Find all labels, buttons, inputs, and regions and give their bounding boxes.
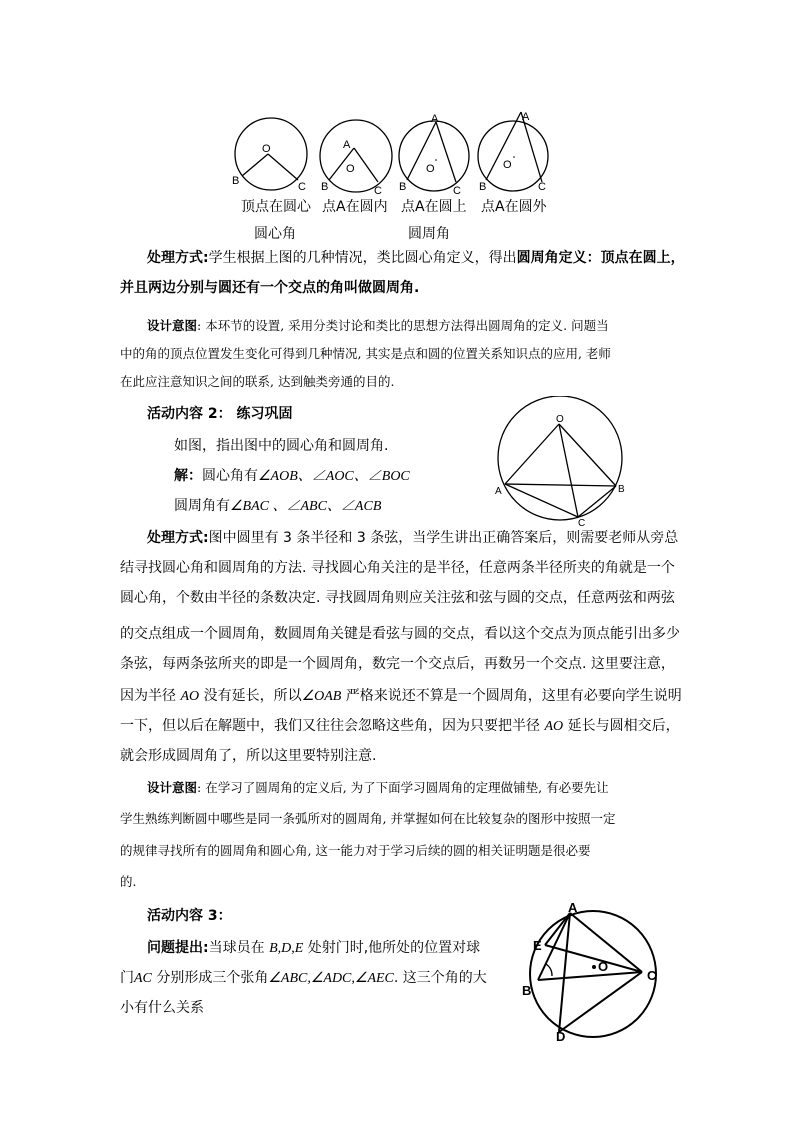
fig1-c4-center: O (503, 159, 512, 171)
figure-angle-types (228, 110, 568, 198)
para1-line2: 并且两边分别与圆还有一个交点的角叫做圆周角. (120, 280, 420, 296)
para2-line5: 条弦，每两条弦所夹的即是一个圆周角，数完一个交点后，再数另一个交点. 这里要注意， (120, 656, 675, 672)
answer2-math: ∠BAC 、∠ABC、∠ACB (230, 499, 382, 514)
design2-line1 (147, 780, 609, 795)
para2-l7a: 一下，但以后在解题中，我们又往往会忽略这些角，因为只要把半径 (120, 718, 545, 734)
para1-text: 学生根据上图的几种情况，类比圆心角定义，得出 (208, 250, 517, 266)
fig3-d: D (556, 1029, 566, 1042)
para2-line4: 的交点组成一个圆周角，数圆周角关键是看弦与圆的交点，看以这个交点为顶点能引出多少 (120, 626, 680, 642)
design2-line4: 的. (120, 874, 137, 889)
group-label-inscribed: 圆周角 (408, 226, 450, 242)
para2-line6 (120, 688, 682, 705)
para2-l1: 图中圆里有 3 条半径和 3 条弦，当学生讲出正确答案后，则需要老师从旁总 (208, 530, 679, 546)
design1-line3: 在此应注意知识之间的联系, 达到触类旁通的目的. (120, 374, 395, 389)
design2-line2: 学生熟练判断圆中哪些是同一条弧所对的圆周角, 并掌握如何在比较复杂的图形中按照一定 (120, 811, 616, 826)
fig2-b: B (618, 484, 625, 495)
design2-label: 设计意图 (147, 780, 198, 795)
para2-line3: 圆心角，个数由半径的条数决定. 寻找圆周角则应关注弦和弦与圆的交点，任意两弦和两弦 (120, 590, 675, 606)
activity3-line2 (120, 970, 487, 987)
fig3-c: C (647, 968, 657, 983)
activity2-answer1 (174, 468, 410, 485)
para2-l7m: AO (544, 719, 564, 734)
activity2-question: 如图，指出图中的圆心角和圆周角. (174, 438, 389, 454)
activity3-line3: 小有什么关系 (120, 1000, 204, 1016)
design1-text1: : 本环节的设置, 采用分类讨论和类比的思想方法得出圆周角的定义. 问题当 (197, 318, 609, 333)
para1-def-line1: 顶点在圆上， (600, 250, 685, 266)
para2-label: 处理方式: (147, 530, 209, 546)
fig1-c2-b: B (321, 181, 329, 193)
design2-line3: 的规律寻找所有的圆周角和圆心角, 这一能力对于学习后续的圆的相关证明题是很必要 (120, 843, 591, 858)
activity3-l2m2: ∠ABC,∠ADC,∠AEC (268, 971, 394, 986)
para2-line7 (120, 718, 680, 735)
design1-line2: 中的角的顶点位置发生变化可得到几种情况, 其实是点和圆的位置关系知识点的应用, 老师 (120, 346, 611, 361)
design1-line1 (147, 318, 609, 333)
fig3-o: O (598, 959, 609, 974)
answer1-math: ∠AOB、∠AOC、∠BOC (258, 469, 410, 484)
fig3-a: A (568, 900, 578, 915)
activity3-l2m1: AC (134, 971, 152, 986)
para2-line1 (147, 530, 678, 546)
group-label-central: 圆心角 (254, 226, 296, 242)
fig1-c2-center: O (346, 163, 355, 175)
para1-line1 (147, 250, 685, 266)
activity3-l1m: B,D,E (269, 941, 304, 956)
activity3-line1 (147, 940, 480, 957)
caption-a-inside: 点A在圆内 (322, 199, 388, 215)
fig2-o: O (556, 414, 564, 425)
figure-goal-angles (516, 900, 664, 1042)
fig1-c1-c: C (298, 181, 306, 193)
fig1-c3-b: B (399, 181, 407, 193)
fig1-c2-a: A (343, 139, 351, 151)
para1-def-label: 圆周角定义： (516, 250, 601, 266)
circle-a-inside (320, 120, 392, 192)
fig1-c3-c: C (453, 185, 461, 197)
para2-l6m1: AO (180, 689, 200, 704)
fig1-c1-b: B (232, 175, 240, 187)
para2-line8: 就会形成圆周角了，所以这里要特别注意. (120, 748, 377, 764)
fig1-c4-a: A (522, 111, 530, 123)
circle-a-on (399, 121, 469, 191)
activity3-l2b: 分别形成三个张角 (151, 970, 269, 986)
para1-label: 处理方式: (147, 250, 209, 266)
fig3-b: B (522, 983, 532, 998)
para2-l7b: 延长与圆相交后， (563, 718, 680, 734)
para2-l6c: 严格来说还不算是一个圆周角，这里有必要向学生说明 (341, 688, 682, 704)
fig3-e: E (533, 938, 542, 953)
caption-vertex-center: 顶点在圆心 (241, 199, 311, 215)
caption-a-on: 点A在圆上 (401, 199, 467, 215)
para2-l6b: 没有延长，所以 (199, 688, 302, 704)
fig1-c3-center: O (426, 163, 435, 175)
fig1-c2-c: C (374, 185, 382, 197)
fig1-c4-b: B (479, 181, 487, 193)
activity2-answer2 (174, 498, 381, 515)
para2-l6a: 因为半径 (120, 688, 181, 704)
fig2-c: C (578, 518, 586, 526)
design2-text1: : 在学习了圆周角的定义后, 为了下面学习圆周角的定理做铺垫, 有必要先让 (197, 780, 609, 795)
para2-line2: 结寻找圆心角和圆周角的方法. 寻找圆心角关注的是半径，任意两条半径所夹的角就是一个 (120, 560, 675, 576)
answer-label: 解： (174, 468, 202, 484)
caption-a-outside: 点A在圆外 (481, 199, 547, 215)
fig1-c3-a: A (431, 113, 439, 125)
activity3-l1a: 当球员在 (208, 940, 270, 956)
answer2-text: 圆周角有 (174, 498, 230, 514)
activity3-l2a: 门 (120, 970, 134, 986)
design1-label: 设计意图 (147, 318, 198, 333)
figure-exercise-circle (490, 396, 640, 526)
fig1-c4-c: C (538, 181, 546, 193)
activity3-title: 活动内容 3： (147, 908, 232, 924)
fig2-a: A (495, 486, 502, 497)
activity3-label: 问题提出: (147, 940, 209, 956)
answer1-text: 圆心角有 (202, 468, 258, 484)
fig1-c1-center: O (262, 143, 271, 155)
activity3-l1b: 处射门时,他所处的位置对球 (303, 940, 481, 956)
activity2-title: 活动内容 2： 练习巩固 (147, 406, 293, 422)
activity3-l2c: . 这三个角的大 (393, 970, 487, 986)
para2-l6m2: ∠OAB (301, 689, 342, 704)
